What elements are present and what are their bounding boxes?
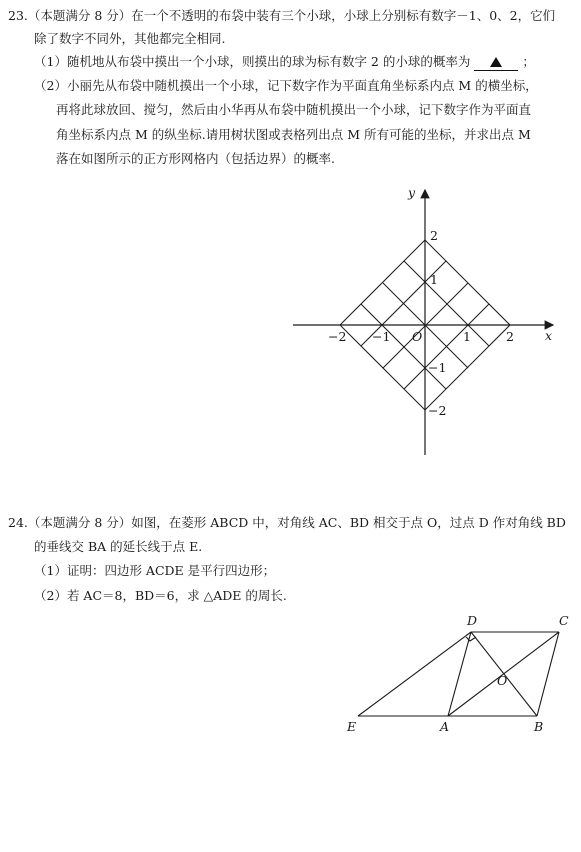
x-axis-label: x <box>545 328 553 343</box>
q23-part-2-line-3: 角坐标系内点 M 的纵坐标.请用树状图或表格列出点 M 所有可能的坐标，并求出点 M <box>56 127 531 142</box>
y-tick-label: −1 <box>428 360 447 375</box>
q23-part-2-line-2: 再将此球放回、搅匀，然后由小华再从布袋中随机摸出一个小球，记下数字作为平面直 <box>56 102 532 117</box>
y-tick-label: −2 <box>428 403 447 418</box>
q23-part-2-line-4: 落在如图所示的正方形网格内（包括边界）的概率. <box>56 151 335 166</box>
q24-line-1: 24.（本题满分 8 分）如图，在菱形 ABCD 中，对角线 AC、BD 相交于点 O，过点 D 作对角线 BD <box>8 515 566 530</box>
x-tick-label: 1 <box>463 329 471 344</box>
q23-line-2: 除了数字不同外，其他都完全相同. <box>34 31 226 46</box>
x-tick-label: −2 <box>328 329 347 344</box>
point-label-C: C <box>559 613 569 628</box>
x-tick-label: 2 <box>506 329 514 344</box>
q23-part-1-end: ； <box>522 54 535 69</box>
point-label-D: D <box>467 613 478 628</box>
x-tick-label: −1 <box>372 329 391 344</box>
y-tick-label: 2 <box>430 228 438 243</box>
point-label-B: B <box>534 719 544 734</box>
segment-DA <box>448 632 471 716</box>
y-tick-label: 1 <box>430 272 438 287</box>
point-label-O: O <box>497 673 508 688</box>
point-label-A: A <box>440 719 450 734</box>
q23-line-1: 23.（本题满分 8 分）在一个不透明的布袋中装有三个小球，小球上分别标有数字－1、0、2，它们 <box>8 8 556 23</box>
q23-part-1-text: （1）随机地从布袋中摸出一个小球，则摸出的球为标有数字 2 的小球的概率为 <box>34 54 471 69</box>
q24-part-1: （1）证明：四边形 ACDE 是平行四边形； <box>34 563 276 578</box>
segment-ED <box>358 632 471 716</box>
q23-part-2-line-1: （2）小丽先从布袋中随机摸出一个小球，记下数字作为平面直角坐标系内点 M 的横坐标， <box>34 78 538 93</box>
origin-label: O <box>412 329 423 344</box>
y-axis-label: y <box>408 185 416 200</box>
q24-line-2: 的垂线交 BA 的延长线于点 E. <box>34 539 203 554</box>
q24-part-2: （2）若 AC＝8，BD＝6，求 △ADE 的周长. <box>34 588 287 603</box>
segment-CB <box>537 632 559 716</box>
right-angle-mark <box>466 637 476 641</box>
point-label-E: E <box>347 719 357 734</box>
